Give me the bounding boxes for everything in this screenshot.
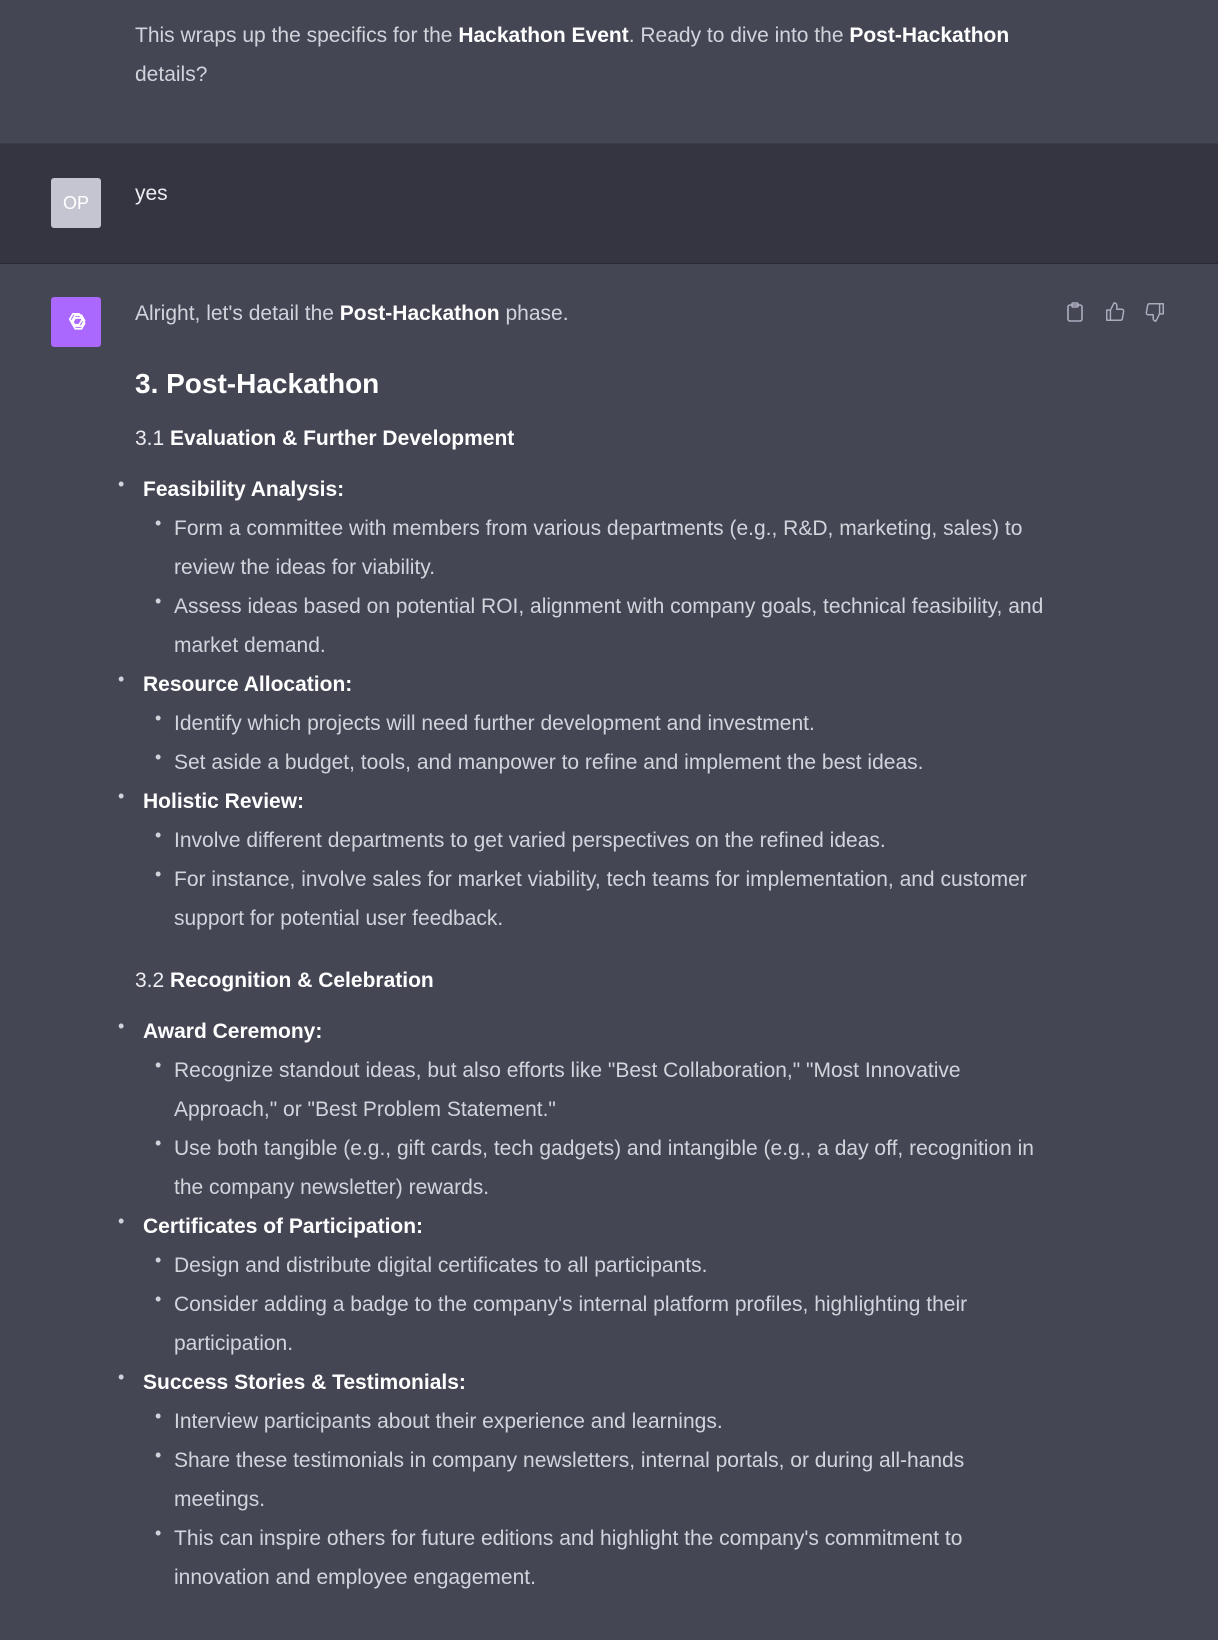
item-heading: Resource Allocation: (143, 673, 353, 696)
section-heading: 3. Post-Hackathon (135, 368, 380, 399)
sub-bullet-list (143, 1402, 1055, 1597)
sub-list-item: • Involve different departments to get varied perspectives on the refined ideas. (143, 821, 1055, 860)
list-item (118, 665, 1055, 782)
assistant-message-content (135, 296, 1055, 1597)
text-segment: phase. (499, 302, 569, 325)
bold-text: Hackathon Event (458, 24, 629, 47)
sub-list-item: • Design and distribute digital certificates to all participants. (143, 1246, 1055, 1285)
assistant-message-text (135, 16, 1055, 94)
list-item (118, 470, 1055, 665)
like-button[interactable] (1102, 299, 1128, 325)
clipboard-icon (1065, 301, 1085, 323)
sub-list-item: • Recognize standout ideas, but also efforts like "Best Collaboration," "Most Innovative Approach," or "Best Problem Statement." (143, 1051, 1055, 1129)
user-initials: OP (62, 192, 89, 213)
user-message-text: yes (135, 182, 168, 205)
list-item (118, 1012, 1055, 1207)
sub-list-item: • Interview participants about their experience and learnings. (143, 1402, 1055, 1441)
sub-list-item: • For instance, involve sales for market viability, tech teams for implementation, and customer support for potential user feedback. (143, 860, 1055, 938)
sub-list-item: • Use both tangible (e.g., gift cards, tech gadgets) and intangible (e.g., a day off, recognition in the company newsletter) rewards. (143, 1129, 1055, 1207)
bullet-list (118, 1012, 1055, 1597)
text-segment: details? (135, 63, 208, 86)
sub-list-item: • This can inspire others for future editions and highlight the company's commitment to innovation and employee engagement. (143, 1519, 1055, 1597)
text-segment: Alright, let's detail the (135, 302, 340, 325)
assistant-message (0, 264, 1218, 1640)
intro-paragraph (135, 296, 1055, 332)
sub-list-item: • Form a committee with members from various departments (e.g., R&D, marketing, sales) to review the ideas for viability. (143, 509, 1055, 587)
subsection-title: Recognition & Celebration (170, 969, 434, 992)
dislike-button[interactable] (1142, 299, 1168, 325)
text-segment: . Ready to dive into the (628, 24, 850, 47)
item-heading: Award Ceremony: (143, 1020, 323, 1043)
subsection-number: 3.1 (135, 427, 165, 450)
item-heading: Certificates of Participation: (143, 1215, 424, 1238)
subsection-title: Evaluation & Further Development (170, 427, 515, 450)
bold-text: Post-Hackathon (339, 302, 500, 325)
sub-list-item: • Identify which projects will need further development and investment. (143, 704, 1055, 743)
thumbs-down-icon (1144, 301, 1166, 323)
copy-button[interactable] (1062, 299, 1088, 325)
sub-bullet-list (143, 821, 1055, 938)
thumbs-up-icon (1104, 301, 1126, 323)
subsection-heading (135, 966, 1055, 996)
subsection-heading (135, 424, 1055, 454)
item-heading: Success Stories & Testimonials: (143, 1371, 466, 1394)
list-item (118, 782, 1055, 938)
sub-bullet-list (143, 704, 1055, 782)
sub-bullet-list (143, 1051, 1055, 1207)
assistant-message-previous (0, 0, 1218, 144)
sub-list-item: • Set aside a budget, tools, and manpower to refine and implement the best ideas. (143, 743, 1055, 782)
subsection-number: 3.2 (135, 969, 165, 992)
bold-text: Post-Hackathon (849, 24, 1010, 47)
sub-list-item: • Share these testimonials in company newsletters, internal portals, or during all-hands meetings. (143, 1441, 1055, 1519)
bullet-list (118, 470, 1055, 938)
text-segment: This wraps up the specifics for the (135, 24, 459, 47)
item-heading: Holistic Review: (143, 790, 305, 813)
list-item (118, 1363, 1055, 1597)
sub-bullet-list (143, 1246, 1055, 1363)
list-item (118, 1207, 1055, 1363)
sub-list-item: • Consider adding a badge to the company's internal platform profiles, highlighting their participation. (143, 1285, 1055, 1363)
user-message (0, 144, 1218, 264)
sub-bullet-list (143, 509, 1055, 665)
sub-list-item: • Assess ideas based on potential ROI, alignment with company goals, technical feasibility, and market demand. (143, 587, 1055, 665)
user-avatar (51, 178, 101, 228)
assistant-avatar (51, 297, 101, 347)
item-heading: Feasibility Analysis: (143, 478, 345, 501)
openai-logo-icon (61, 307, 91, 337)
message-actions (1062, 299, 1168, 325)
